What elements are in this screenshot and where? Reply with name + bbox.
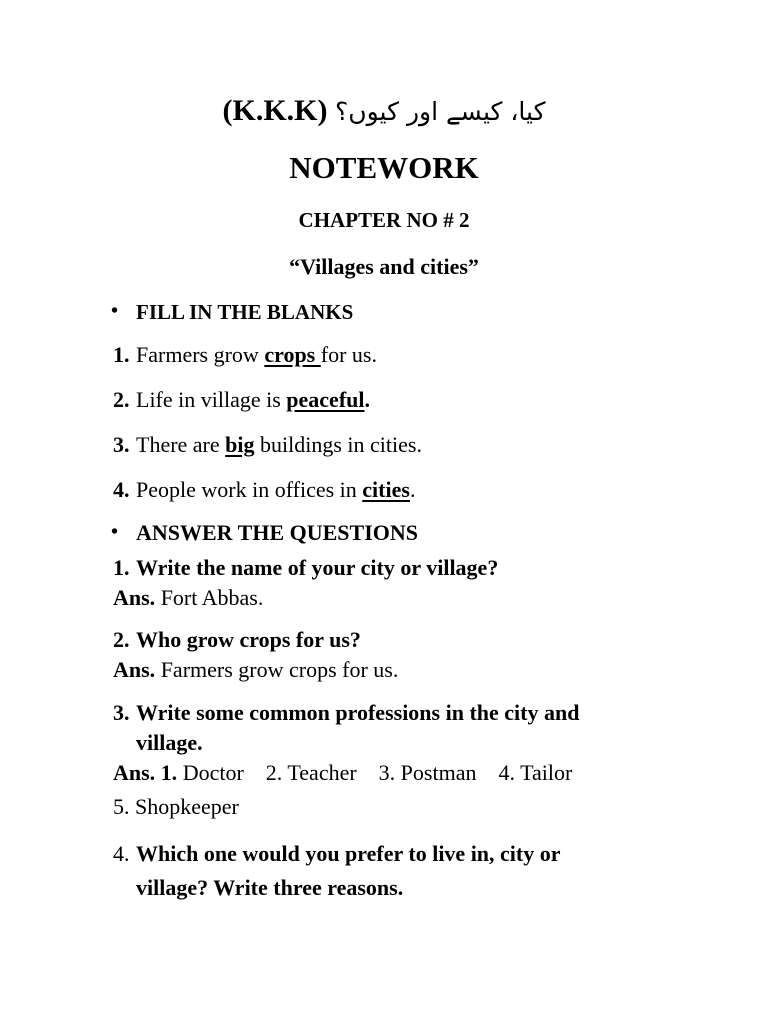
answer-line-2: 5. Shopkeeper: [113, 794, 239, 819]
item-text: There are big buildings in cities.: [136, 432, 422, 457]
question-text-line1: Which one would you prefer to live in, city or: [136, 841, 561, 866]
item-text: Life in village is peaceful.: [136, 387, 370, 412]
questions-heading: ANSWER THE QUESTIONS: [136, 520, 419, 545]
item-number: 3.: [113, 432, 130, 457]
item-number: 4.: [113, 477, 130, 502]
header-urdu: کیا، کیسے اور کیوں؟: [335, 97, 546, 126]
question-text-line2: village? Write three reasons.: [136, 875, 404, 900]
answer-line: Ans. Fort Abbas.: [113, 585, 264, 610]
question-text: Who grow crops for us?: [136, 627, 361, 652]
page-title: NOTEWORK: [289, 150, 479, 185]
blank-answer: cities: [362, 477, 410, 502]
item-text: Farmers grow crops for us.: [136, 342, 377, 367]
question-text-line2: village.: [136, 730, 203, 755]
question-number: 3.: [113, 700, 130, 725]
fill-blanks-heading: FILL IN THE BLANKS: [136, 300, 354, 324]
blank-answer: big: [225, 432, 255, 457]
answer-line: Ans. Farmers grow crops for us.: [113, 657, 399, 682]
question-number: 4.: [113, 841, 130, 866]
blank-answer: peaceful: [286, 387, 365, 412]
bullet-icon: •: [111, 521, 119, 543]
item-text: People work in offices in cities.: [136, 477, 416, 502]
answer-line: Ans. 1. Doctor 2. Teacher 3. Postman 4. Tailor: [113, 760, 573, 785]
blank-answer: crops: [264, 342, 321, 367]
header-kkk: (K.K.K): [222, 94, 328, 127]
question-number: 2.: [113, 627, 130, 652]
chapter-subtitle: “Villages and cities”: [289, 254, 479, 279]
question-number: 1.: [113, 555, 130, 580]
header-line: [0, 94, 768, 128]
item-number: 2.: [113, 387, 130, 412]
question-text: Write the name of your city or village?: [136, 555, 499, 580]
item-number: 1.: [113, 342, 130, 367]
chapter-heading: CHAPTER NO # 2: [298, 208, 470, 232]
question-text-line1: Write some common professions in the city and: [136, 700, 580, 725]
bullet-icon: •: [111, 300, 119, 322]
